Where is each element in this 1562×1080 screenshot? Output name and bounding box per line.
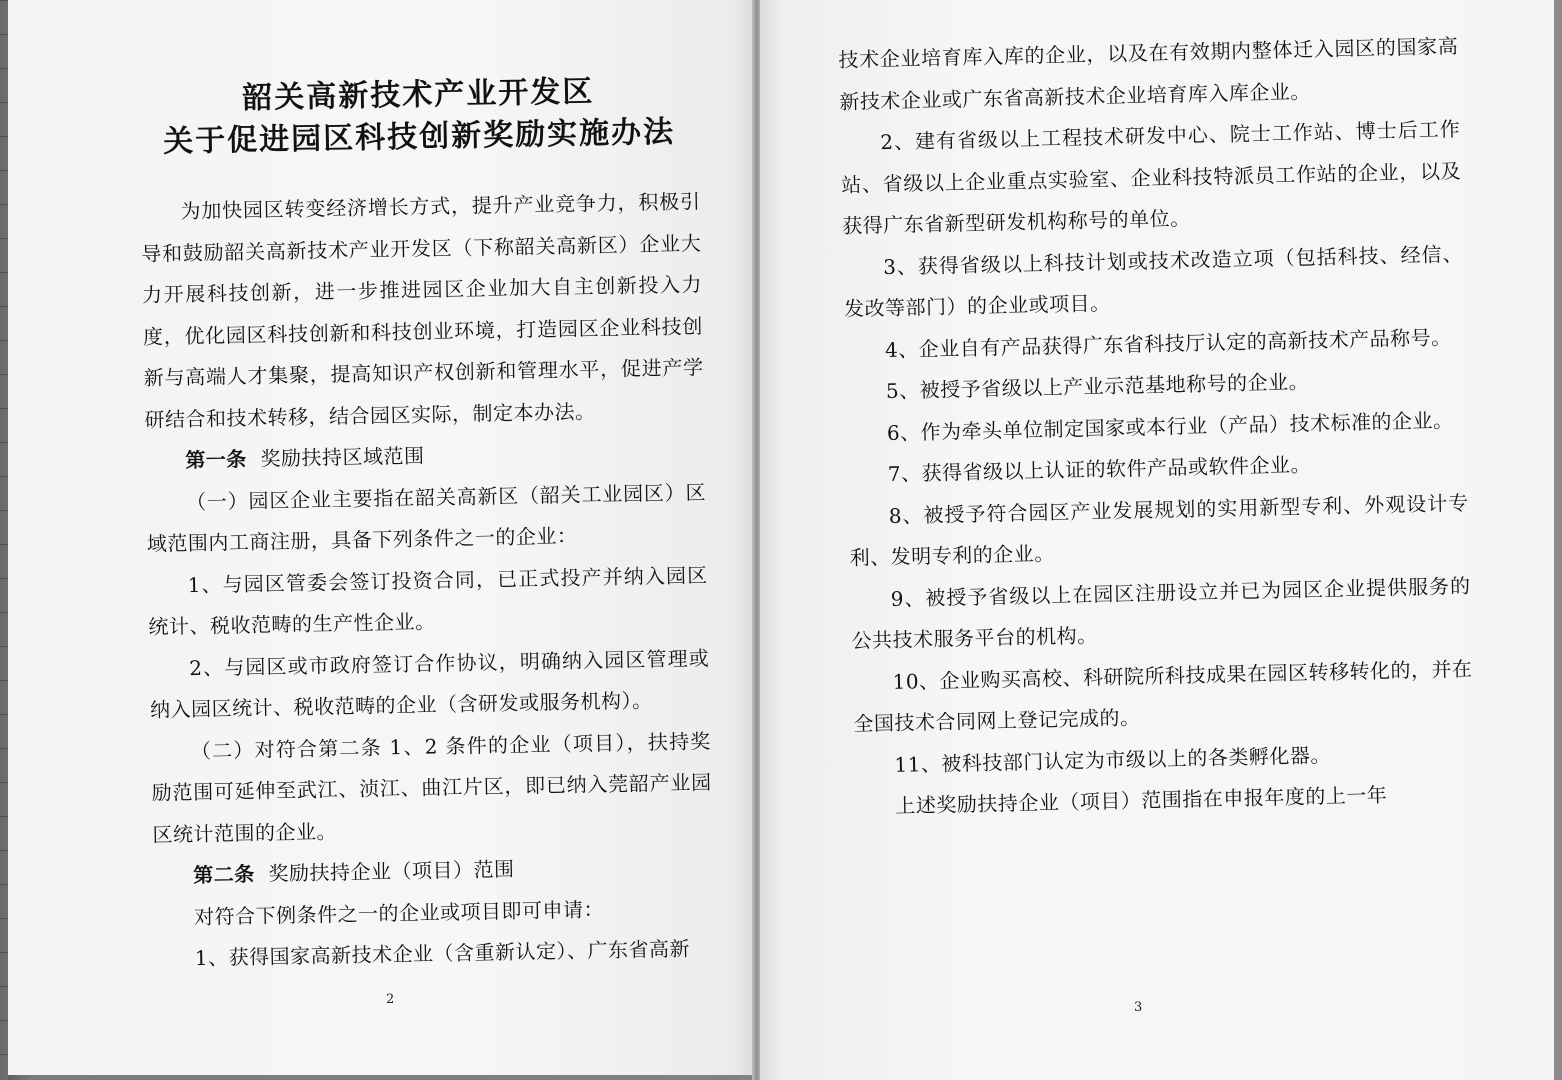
- closing-paragraph: 上述奖励扶持企业（项目）范围指在申报年度的上一年: [895, 782, 1388, 818]
- document-title: [138, 69, 700, 164]
- article-1-para-1: （一）园区企业主要指在韶关高新区（韶关工业园区）区域范围内工商注册，具备下列条件之一的企业：: [146, 479, 707, 556]
- right-page: [760, 0, 1554, 1080]
- article-1-para-2: 1、与园区管委会签订投资合同，已正式投产并纳入园区统计、税收范畴的生产性企业。: [148, 562, 708, 639]
- article-1-label: 第一条: [185, 446, 248, 473]
- item-9: 9、被授予省级以上在园区注册设立并已为园区企业提供服务的公共技术服务平台的机构。: [851, 573, 1471, 653]
- title-line-1: 韶关高新技术产业开发区: [242, 74, 595, 116]
- article-1-para-3: 2、与园区或市政府签订合作协议，明确纳入园区管理或纳入园区统计、税收范畴的企业（含研发或服务机构）。: [149, 645, 710, 722]
- left-page: [8, 0, 756, 1075]
- item-2: 2、建有省级以上工程技术研发中心、院士工作站、博士后工作站、省级以上企业重点实验室、企业科技特派员工作站的企业，以及获得广东省新型研发机构称号的单位。: [841, 116, 1462, 238]
- page-edge-tabs: [0, 0, 8, 1080]
- title-line-2: 关于促进园区科技创新奖励实施办法: [162, 114, 676, 160]
- article-2-title: 奖励扶持企业（项目）范围: [268, 856, 515, 886]
- item-11: 11、被科技部门认定为市级以上的各类孵化器。: [894, 742, 1332, 777]
- item-6: 6、作为牵头单位制定国家或本行业（产品）技术标准的企业。: [886, 407, 1454, 445]
- article-2-label: 第二条: [193, 861, 255, 888]
- left-page-content: [138, 69, 715, 980]
- article-1-para-4: （二）对符合第二条 1、2 条件的企业（项目），扶持奖励范围可延伸至武江、浈江、曲江片区，即已纳入莞韶产业园区统计范围的企业。: [151, 728, 712, 847]
- article-2-para-2: 1、获得国家高新技术企业（含重新认定）、广东省高新: [194, 936, 691, 971]
- intro-paragraph: 为加快园区转变经济增长方式，提升产业竞争力，积极引导和鼓励韶关高新技术产业开发区（下称韶关高新区）企业大力开展科技创新，进一步推进园区企业加大自主创新投入力度，优化园区科技创新和科技创业环境，打造园区企业科技创新与高端人才集聚，提高知识产权创新和管理水平，促进产学研结合和技术转移，结合园区实际，制定本办法。: [141, 189, 704, 432]
- article-1-title: 奖励扶持区域范围: [260, 443, 425, 471]
- right-page-content: [838, 26, 1476, 828]
- item-3: 3、获得省级以上科技计划或技术改造立项（包括科技、经信、发改等部门）的企业或项目。: [843, 241, 1464, 321]
- item-10: 10、企业购买高校、科研院所科技成果在园区转移转化的，并在全国技术合同网上登记完成的。: [853, 656, 1473, 736]
- item-7: 7、获得省级以上认证的软件产品或软件企业。: [887, 452, 1312, 486]
- page-number-left: 2: [386, 992, 395, 1007]
- article-2-para-1: 对符合下例条件之一的企业或项目即可申请：: [193, 896, 605, 929]
- item-4: 4、企业自有产品获得广东省科技厅认定的高新技术产品称号。: [884, 324, 1452, 362]
- item-1-continuation: 技术企业培育库入库的企业，以及在有效期内整体迁入园区的国家高新技术企业或广东省高新技术企业培育库入库企业。: [838, 33, 1459, 114]
- item-8: 8、被授予符合园区产业发展规划的实用新型专利、外观设计专利、发明专利的企业。: [849, 490, 1469, 570]
- page-number-right: 3: [1134, 1000, 1143, 1015]
- item-5: 5、被授予省级以上产业示范基地称号的企业。: [885, 369, 1310, 403]
